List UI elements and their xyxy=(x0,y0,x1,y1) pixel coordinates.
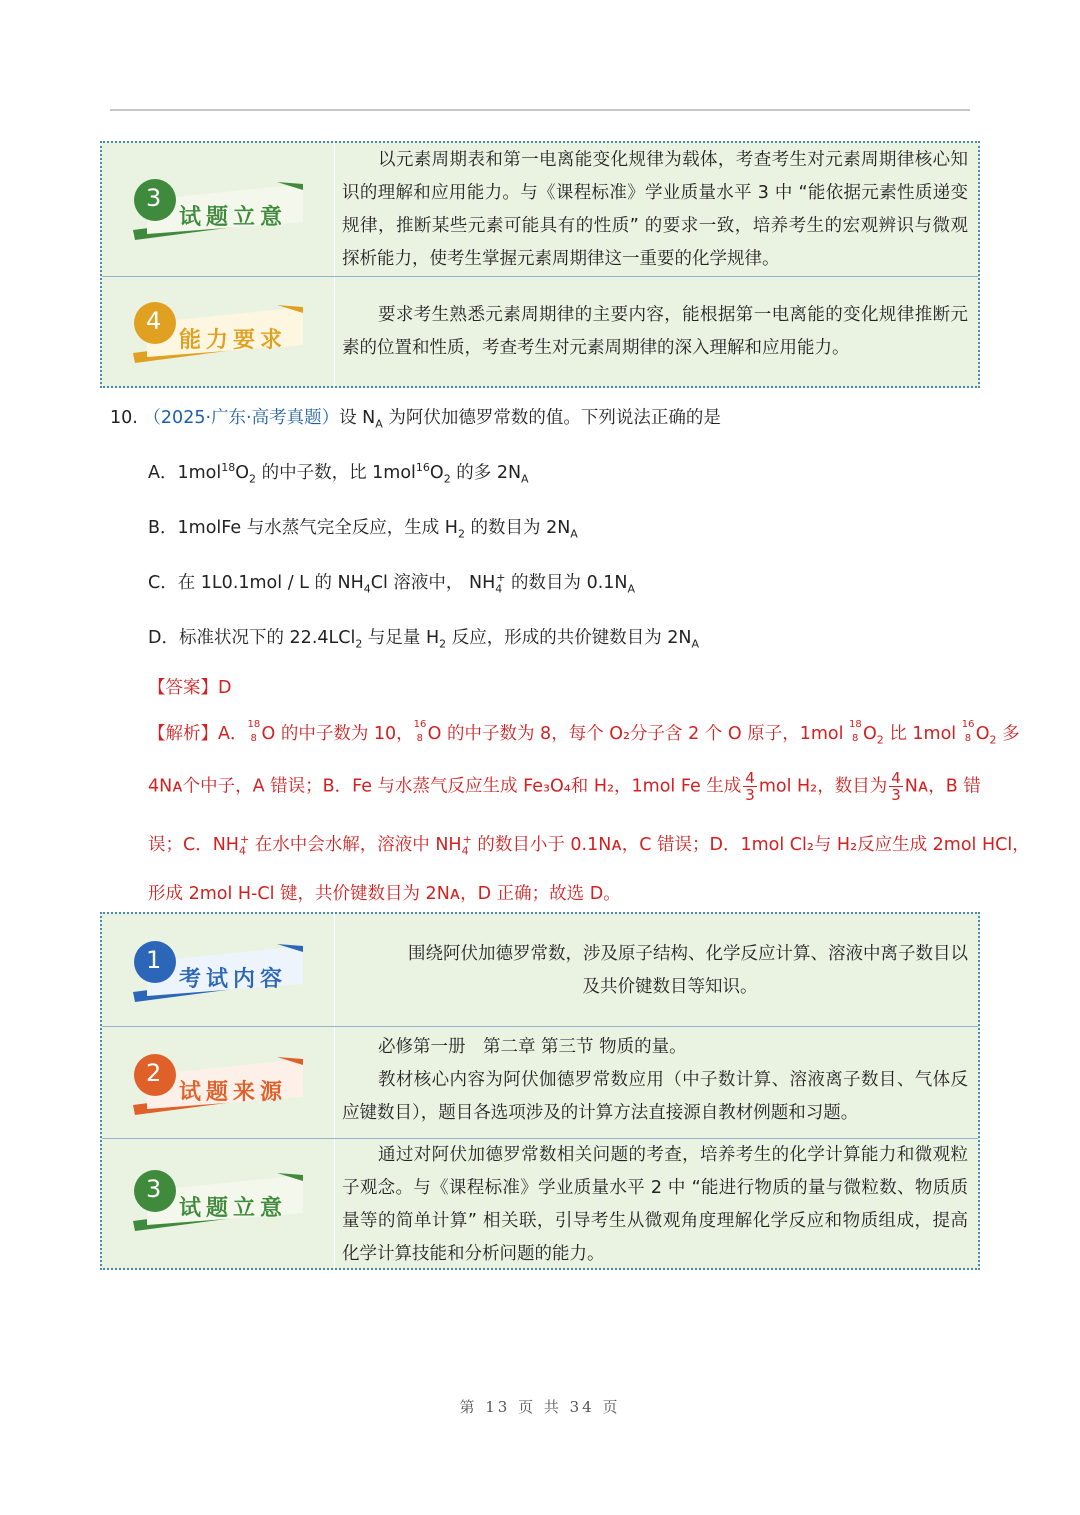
analysis-panel-top xyxy=(100,141,980,388)
page-footer: 第 13 页 共 34 页 xyxy=(459,1398,621,1416)
panel-row-intent-2 xyxy=(102,1138,978,1268)
badge-number: 4 xyxy=(146,307,162,335)
badge-title: 考试内容 xyxy=(179,966,288,992)
badge-ability xyxy=(127,301,307,367)
badge-number: 2 xyxy=(146,1059,162,1087)
analysis-line-2: 4Nᴀ个中子，A 错误；B．Fe 与水蒸气反应生成 Fe₃O₄和 H₂，1mol Fe 生成 $\frac{4}{3}$ mol H₂，数目为 $\frac{4}{3}$ Nᴀ，B 错 xyxy=(148,769,981,804)
ability-text: 要求考生熟悉元素周期律的主要内容，能根据第一电离能的变化规律推断元素的位置和性质，考查考生对元素周期律的深入理解和应用能力。 xyxy=(342,305,968,358)
panel-row-content xyxy=(102,914,978,1026)
badge-number: 3 xyxy=(146,1175,162,1203)
badge-title: 试题立意 xyxy=(179,204,288,230)
option-c: C．在 1L0.1mol / L 的 $NH_4Cl$ 溶液中， $NH_4^+$ 的数目为 $0.1N_A$ xyxy=(148,571,636,596)
source-text: 必修第一册 第二章 第三节 物质的量。 教材核心内容为阿伏伽德罗常数应用（中子数计算、溶液离子数目、气体反应键数目），题目各选项涉及的计算方法直接源自教材例题和习题。 xyxy=(342,1037,968,1123)
analysis-line-1: 【解析】A． 18 8 O 的中子数为 10， 16 8 O 的中子数为 8，每个 O₂分子含 2 个 O 原子，1mol 18 8 $O_2$ 比 1mol 16 8 $O_2$ 多 xyxy=(148,719,1020,747)
badge-number: 3 xyxy=(146,184,162,212)
badge-number: 1 xyxy=(146,946,162,974)
header-rule xyxy=(110,109,970,111)
option-d: D．标准状况下的 22.4LCl$_2$ 与足量 $H_2$ 反应，形成的共价键数目为 $2N_A$ xyxy=(148,628,700,651)
badge-title: 试题来源 xyxy=(179,1079,288,1105)
question-stem: 10. （2025·广东·高考真题）设 $N_A$ 为阿伏加德罗常数的值。下列说法正确的是 xyxy=(110,408,721,431)
panel-row-ability xyxy=(102,276,978,386)
badge-intent xyxy=(127,178,307,244)
option-b: B．1molFe 与水蒸气完全反应，生成 $H_2$ 的数目为 $2N_A$ xyxy=(148,518,578,541)
panel-row-source xyxy=(102,1026,978,1138)
intent-text-2: 通过对阿伏加德罗常数相关问题的考查，培养考生的化学计算能力和微观粒子观念。与《课程标准》学业质量水平 2 中 “能进行物质的量与微粒数、物质质量等的简单计算” 相关联，引导考生从微观角度理解化学反应和物质组成，提高化学计算技能和分析问题的能力。 xyxy=(342,1145,968,1264)
badge-content xyxy=(127,940,307,1006)
option-a: A．$1mol^{18}O_2$ 的中子数，比 $1mol^{16}O_2$ 的多 $2N_A$ xyxy=(148,461,529,486)
badge-title: 能力要求 xyxy=(179,327,288,353)
intent-text: 以元素周期表和第一电离能变化规律为载体，考查考生对元素周期律核心知识的理解和应用能力。与《课程标准》学业质量水平 3 中 “能依据元素性质递变规律，推断某些元素可能具有的性质” 的要求一致，培养考生的宏观辨识与微观探析能力，使考生掌握元素周期律这一重要的化学规律。 xyxy=(342,150,968,269)
analysis-line-4: 形成 2mol H-Cl 键，共价键数目为 2Nᴀ，D 正确；故选 D。 xyxy=(148,884,621,904)
panel-row-intent xyxy=(102,143,978,276)
badge-source xyxy=(127,1053,307,1119)
analysis-line-3: 误；C．$NH_4^+$ 在水中会水解，溶液中 $NH_4^+$ 的数目小于 0.1Nᴀ，C 错误；D．1mol Cl₂与 H₂反应生成 2mol HCl， xyxy=(148,833,1030,858)
answer: 【答案】D xyxy=(148,678,232,698)
analysis-panel-bottom xyxy=(100,912,980,1270)
badge-intent-2 xyxy=(127,1169,307,1235)
question-source: （2025·广东·高考真题） xyxy=(143,408,340,428)
badge-title: 试题立意 xyxy=(179,1195,288,1221)
content-text: 围绕阿伏加德罗常数，涉及原子结构、化学反应计算、溶液中离子数目以及共价键数目等知识。 xyxy=(408,944,968,997)
